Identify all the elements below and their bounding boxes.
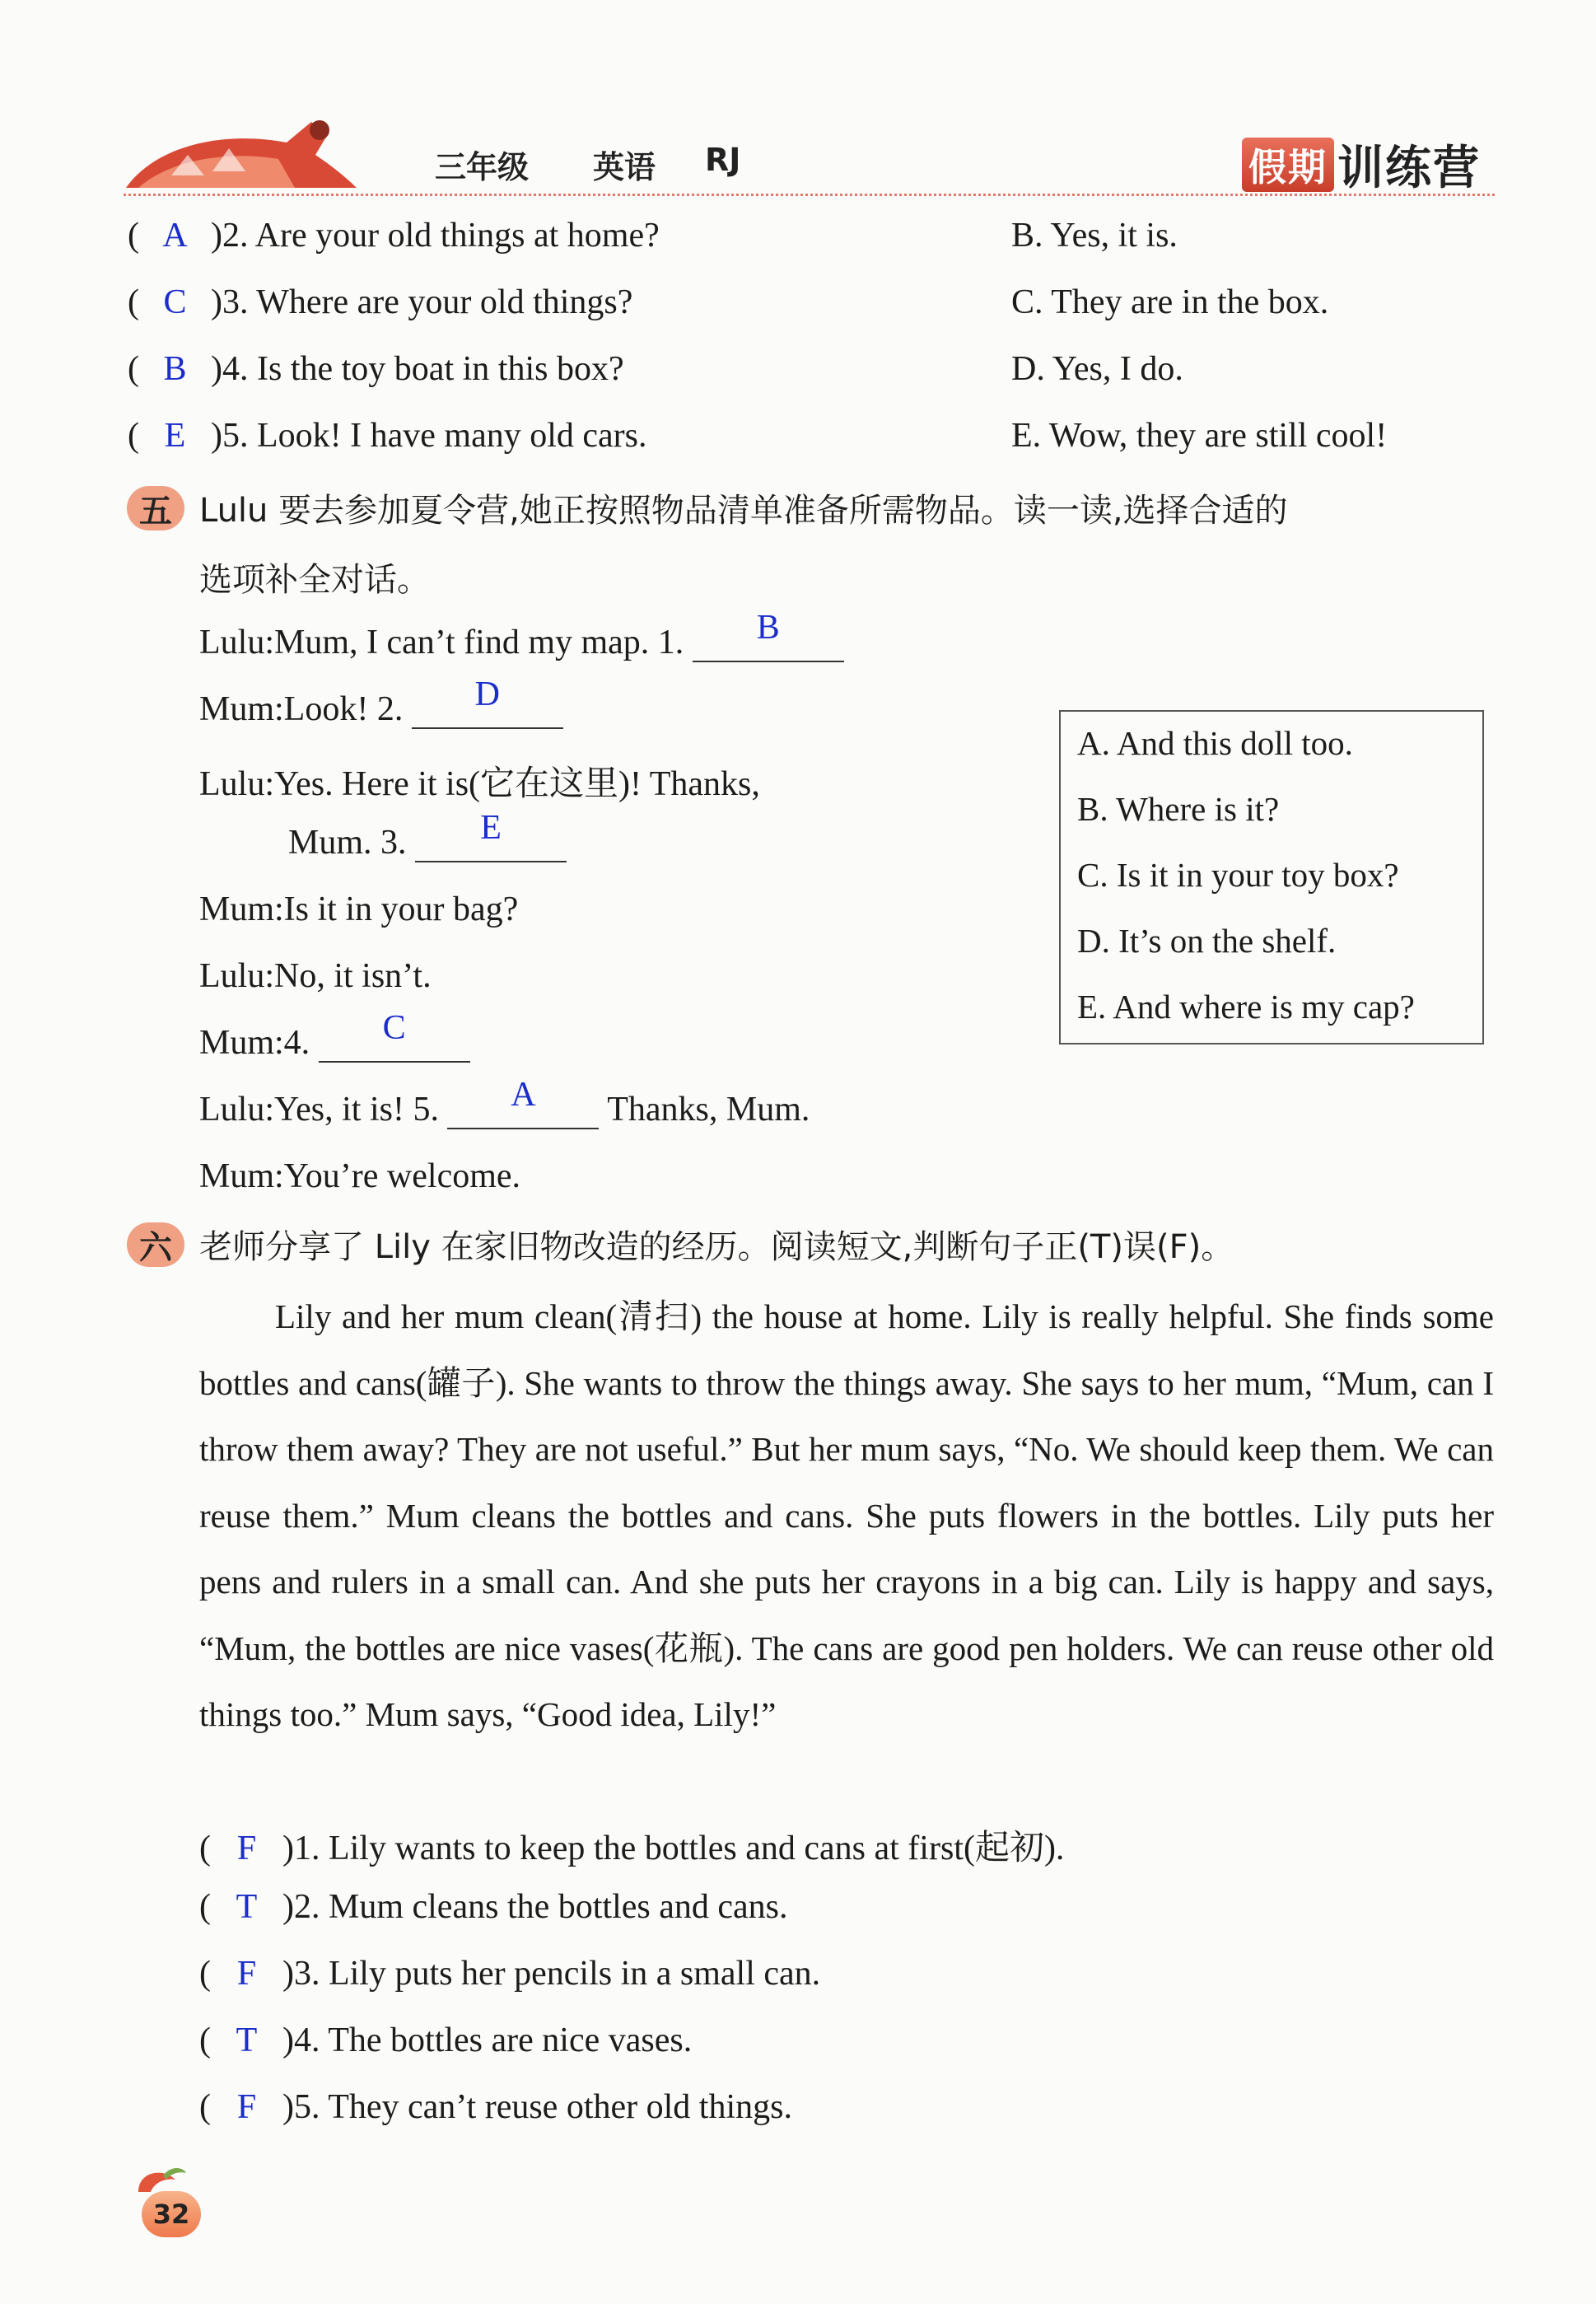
- answer-blank: [447, 1076, 599, 1129]
- answer-mark: E: [164, 417, 186, 455]
- tf-row: ( T )4. The bottles are nice vases.: [199, 2021, 693, 2059]
- header-divider: [124, 194, 1495, 196]
- dialog-text: Mum. 3.: [288, 824, 407, 862]
- question-text: )3. Where are your old things?: [211, 283, 633, 321]
- answer-mark: F: [236, 1830, 257, 1867]
- option-e: E. And where is my cap?: [1077, 988, 1415, 1026]
- tf-row: ( T )2. Mum cleans the bottles and cans.: [199, 1888, 788, 1926]
- brand-title: [1242, 138, 1481, 195]
- question-text: )5. Look! I have many old cars.: [211, 417, 647, 455]
- dialog-line: Mum:Is it in your bag?: [199, 890, 519, 928]
- dialog-line: [199, 1009, 470, 1063]
- option-b: B. Where is it?: [1077, 790, 1280, 828]
- statement-text: )1. Lily wants to keep the bottles and cans at first(起初).: [282, 1830, 1065, 1867]
- match-row: ( A )2. Are your old things at home?: [128, 217, 660, 255]
- section-6-badge: 六: [127, 1222, 184, 1267]
- answer-mark: B: [163, 350, 187, 388]
- answer-blank: [412, 675, 563, 729]
- edition-label: RJ: [705, 142, 741, 178]
- section-5-badge: 五: [127, 486, 184, 530]
- match-row: ( E )5. Look! I have many old cars.: [128, 417, 647, 455]
- section-5-instruction-cont: 选项补全对话。: [199, 561, 430, 599]
- question-text: )2. Are your old things at home?: [211, 217, 660, 255]
- dialog-text: Mum:4.: [199, 1024, 310, 1062]
- match-option: D. Yes, I do.: [1011, 350, 1183, 388]
- answer-blank: [319, 1009, 470, 1063]
- match-option: E. Wow, they are still cool!: [1011, 417, 1388, 455]
- tf-row: ( F )5. They can’t reuse other old things.: [199, 2088, 792, 2126]
- dialog-line: [199, 1076, 810, 1129]
- match-row: ( C )3. Where are your old things?: [128, 283, 633, 321]
- dialog-text-tail: Thanks, Mum.: [607, 1091, 810, 1129]
- reading-passage: [199, 1283, 1494, 1748]
- answer-mark: A: [511, 1076, 536, 1114]
- answer-mark: F: [236, 2088, 257, 2126]
- answer-mark: A: [162, 217, 188, 255]
- match-option: B. Yes, it is.: [1011, 217, 1178, 255]
- answer-blank: [693, 609, 844, 662]
- question-text: )4. Is the toy boat in this box?: [211, 350, 624, 388]
- answer-blank: [415, 809, 567, 862]
- dialog-text: Lulu:Mum, I can’t find my map. 1.: [199, 624, 684, 661]
- dialog-line: Lulu:Yes. Here it is(它在这里)! Thanks,: [199, 765, 760, 803]
- answer-mark: B: [756, 609, 780, 647]
- answer-mark: C: [163, 283, 187, 321]
- subject-label: 英语: [593, 149, 656, 185]
- match-option: C. They are in the box.: [1011, 283, 1329, 321]
- statement-text: )3. Lily puts her pencils in a small can.: [282, 1955, 821, 1993]
- match-row: ( B )4. Is the toy boat in this box?: [128, 350, 624, 388]
- answer-mark: T: [236, 1888, 258, 1926]
- section-5-instruction: Lulu 要去参加夏令营,她正按照物品清单准备所需物品。读一读,选择合适的: [199, 492, 1288, 530]
- dialog-line: [199, 675, 563, 729]
- dragon-logo-icon: [122, 97, 361, 194]
- answer-mark: E: [480, 809, 502, 847]
- page-number: 32: [142, 2191, 201, 2237]
- option-c: C. Is it in your toy box?: [1077, 856, 1399, 894]
- brand-rest: 训练营: [1337, 142, 1481, 195]
- options-box: [1059, 710, 1484, 1045]
- answer-mark: F: [236, 1955, 257, 1993]
- statement-text: )4. The bottles are nice vases.: [282, 2021, 693, 2059]
- dialog-line: [288, 809, 567, 862]
- dialog-line: Lulu:No, it isn’t.: [199, 957, 432, 995]
- dialog-line: Mum:You’re welcome.: [199, 1157, 521, 1195]
- option-d: D. It’s on the shelf.: [1077, 922, 1337, 960]
- answer-mark: D: [474, 675, 500, 713]
- grade-label: 三年级: [435, 149, 530, 185]
- section-6-instruction: 老师分享了 Lily 在家旧物改造的经历。阅读短文,判断句子正(T)误(F)。: [199, 1228, 1234, 1266]
- answer-mark: T: [236, 2021, 258, 2059]
- tf-row: ( F )1. Lily wants to keep the bottles and cans at first(起初).: [199, 1830, 1065, 1867]
- tf-row: ( F )3. Lily puts her pencils in a small can.: [199, 1955, 821, 1993]
- dialog-text: Mum:Look! 2.: [199, 690, 404, 728]
- statement-text: )5. They can’t reuse other old things.: [282, 2088, 792, 2126]
- dialog-line: [199, 609, 844, 662]
- statement-text: )2. Mum cleans the bottles and cans.: [282, 1888, 788, 1926]
- option-a: A. And this doll too.: [1077, 724, 1353, 762]
- brand-highlight: 假期: [1242, 138, 1334, 192]
- passage-text: Lily and her mum clean(清扫) the house at home. Lily is really helpful. She finds some bottles and cans(罐子). She wants to throw the things away. She says to her mum, “Mum, can I throw them away? They are not useful.” But her mum says, “No. We should keep them. We can reuse them.” Mum cleans the bottles and cans. She puts flowers in the bottles. Lily puts her pens and rulers in a small can. And she puts her crayons in a big can. Lily is happy and says, “Mum, the bottles are nice vases(花瓶). The cans are good pen holders. We can reuse other old things too.” Mum says, “Good idea, Lily!”: [199, 1297, 1494, 1733]
- answer-mark: C: [382, 1009, 406, 1047]
- dialog-text: Lulu:Yes, it is! 5.: [199, 1091, 439, 1129]
